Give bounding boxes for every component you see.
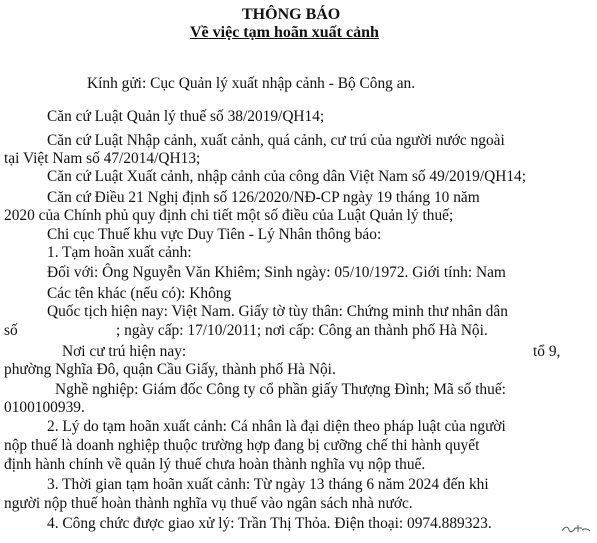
id-issue-info: ; ngày cấp: 17/10/2011; nơi cấp: Công an thành phố Hà Nội. — [116, 322, 488, 339]
item4-officer: 4. Công chức được giao xử lý: Trần Thị Thỏa. Điện thoại: 0974.889323. — [47, 515, 492, 532]
legal-basis-2-line1: Căn cứ Luật Nhập cảnh, xuất cảnh, quá cảnh, cư trú của người nước ngoài — [47, 132, 505, 149]
residence-label: Nơi cư trú hiện nay: — [62, 343, 187, 360]
item2-line2: nộp thuế là doanh nghiệp thuộc trường hợp đang bị cưỡng chế thi hành quyết — [4, 437, 480, 454]
legal-basis-4-line2: 2020 của Chính phủ quy định chi tiết một số điều của Luật Quản lý thuế; — [4, 207, 454, 224]
nationality-info: Quốc tịch hiện nay: Việt Nam. Giấy tờ tùy thân: Chứng minh thư nhân dân — [47, 303, 508, 320]
item1-heading: 1. Tạm hoãn xuất cảnh: — [47, 244, 192, 261]
intro-statement: Chi cục Thuế khu vực Duy Tiên - Lý Nhân thông báo: — [47, 226, 382, 243]
legal-basis-2-line2: tại Việt Nam số 47/2014/QH13; — [4, 150, 201, 167]
subject-info: Đối với: Ông Nguyễn Văn Khiêm; Sinh ngày: 05/10/1972. Giới tính: Nam — [47, 264, 506, 281]
document-subtitle: Về việc tạm hoãn xuất cảnh — [190, 24, 379, 41]
legal-basis-4-line1: Căn cứ Điều 21 Nghị định số 126/2020/NĐ-CP ngày 19 tháng 10 năm — [47, 189, 480, 206]
tax-code: 0100100939. — [4, 399, 85, 416]
handwritten-mark — [560, 522, 592, 536]
id-number-prefix: số — [4, 322, 18, 339]
document-title: THÔNG BÁO — [242, 6, 341, 23]
legal-basis-1: Căn cứ Luật Quản lý thuế số 38/2019/QH14; — [47, 108, 325, 125]
item2-line1: 2. Lý do tạm hoãn xuất cảnh: Cá nhân là đại diện theo pháp luật của người — [47, 418, 506, 435]
other-names: Các tên khác (nếu có): Không — [47, 285, 232, 302]
residence-address: phường Nghĩa Đô, quận Cầu Giấy, thành phố Hà Nội. — [4, 361, 336, 378]
legal-basis-3: Căn cứ Luật Xuất cảnh, nhập cảnh của công dân Việt Nam số 49/2019/QH14; — [47, 168, 526, 185]
recipient-line: Kính gửi: Cục Quản lý xuất nhập cảnh - Bộ Công an. — [87, 75, 416, 92]
item2-line3: định hành chính về quản lý thuế chưa hoàn thành nghĩa vụ nộp thuế. — [4, 456, 426, 473]
item3-line2: người nộp thuế hoàn thành nghĩa vụ thuế vào ngân sách nhà nước. — [4, 495, 413, 512]
item3-line1: 3. Thời gian tạm hoãn xuất cảnh: Từ ngày 13 tháng 6 năm 2024 đến khi — [47, 476, 489, 493]
residence-group: tổ 9, — [533, 343, 561, 360]
occupation-line1: Nghề nghiệp: Giám đốc Công ty cổ phần giấy Thượng Đình; Mã số thuế: — [55, 381, 506, 398]
